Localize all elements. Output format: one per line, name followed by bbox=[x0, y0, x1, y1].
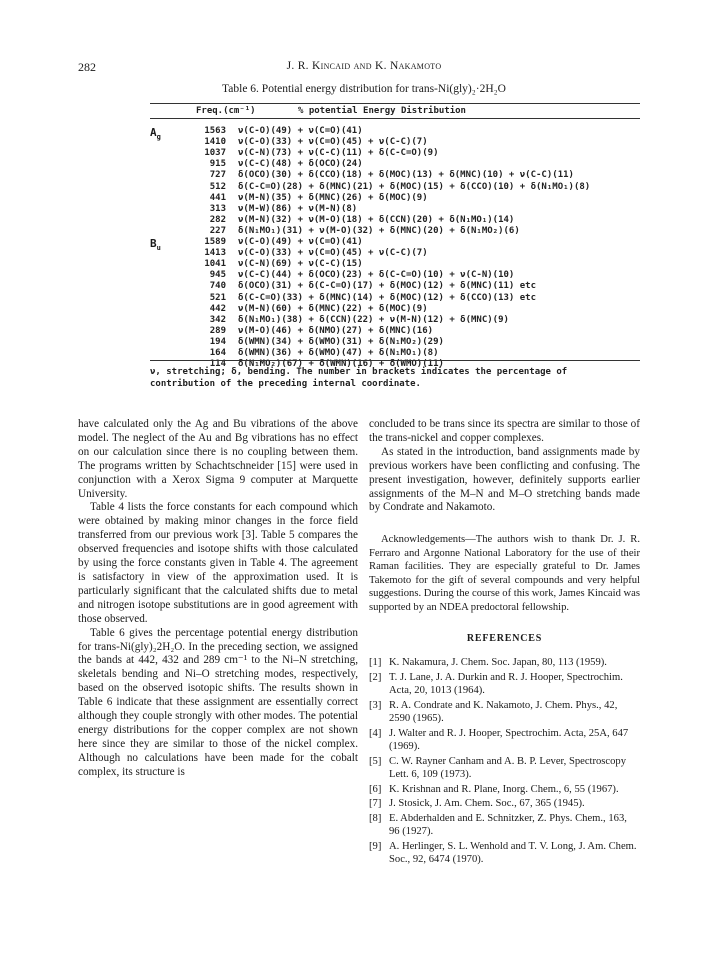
table-caption: Table 6. Potential energy distribution for trans-Ni(gly)₂·2H₂O bbox=[222, 83, 506, 95]
table-freq-cell: 1563 bbox=[204, 126, 226, 136]
table-distribution-cell: ν(M-O)(46) + δ(NMO)(27) + δ(MNC)(16) bbox=[238, 325, 434, 336]
reference-item bbox=[369, 840, 640, 867]
reference-item bbox=[369, 656, 640, 670]
table-freq-cell: 1410 bbox=[204, 137, 226, 148]
page-number: 282 bbox=[78, 60, 96, 74]
table-header-freq: Freq.(cm⁻¹) bbox=[196, 106, 256, 116]
table-distribution-cell: δ(OCO)(30) + δ(CCO)(18) + δ(MOC)(13) + δ(MNC)(10) + ν(C-C)(11) bbox=[238, 170, 574, 181]
reference-text: E. Abderhalden and E. Schnitzker, Z. Phys. Chem., 163, 96 (1927). bbox=[389, 812, 627, 838]
reference-text: J. Stosick, J. Am. Chem. Soc., 67, 365 (1945). bbox=[389, 798, 585, 810]
reference-text: K. Krishnan and R. Plane, Inorg. Chem., 6, 55 (1967). bbox=[389, 783, 619, 795]
table-freq-cell: 945 bbox=[209, 270, 226, 281]
table-freq-cell: 282 bbox=[209, 214, 226, 225]
table-freq-cell: 512 bbox=[209, 181, 226, 192]
reference-number: [6] bbox=[369, 783, 382, 795]
left-paragraph-3: Table 6 gives the percentage potential energy distribution for trans-Ni(gly)₂2H₂O. In the preceding section, we assigned the bands at 442, 432 and 289 cm⁻¹ to the Ni–N stretching, skeletals bending and Ni–O stretching modes, respectively, based on the observed isotopic shifts. The results shown in Table 6 indicate that these assignment are essentially correct although they couple strongly with other modes. The potential energy distributions for the copper complex are not shown here since they are similar to those of the nickel complex. Although no calculations have been made for the cobalt complex, its structure is bbox=[78, 626, 358, 778]
reference-item bbox=[369, 797, 640, 811]
table-distribution-cell: ν(M-W)(86) + ν(M-N)(8) bbox=[238, 203, 358, 214]
left-column bbox=[78, 418, 358, 780]
table-freq-cell: 521 bbox=[209, 292, 226, 303]
reference-text: C. W. Rayner Canham and A. B. P. Lever, Spectroscopy Lett. 6, 109 (1973). bbox=[389, 755, 627, 781]
reference-item bbox=[369, 812, 640, 839]
table-distribution-cell: δ(N₁MO₂)(67) + δ(WMN)(16) + δ(WMO)(11) bbox=[238, 359, 444, 370]
table-distribution-cell: ν(C-O)(33) + ν(C=O)(45) + ν(C-C)(7) bbox=[238, 137, 428, 148]
right-paragraph-2: As stated in the introduction, band assignments made by previous workers have been conflicting and confusing. The present investigation, however, definitely supports earlier assignments of the M–N and M–O stretching bands made by Condrate and Nakamoto. bbox=[369, 445, 640, 514]
reference-text: R. A. Condrate and K. Nakamoto, J. Chem. Phys., 42, 2590 (1965). bbox=[389, 699, 618, 725]
table-freq-cell: 727 bbox=[209, 170, 226, 181]
reference-number: [2] bbox=[369, 671, 382, 683]
reference-text: K. Nakamura, J. Chem. Soc. Japan, 80, 113 (1959). bbox=[389, 657, 607, 669]
table-distribution-cell: δ(WMN)(34) + δ(WMO)(31) + δ(N₁MO₂)(29) bbox=[238, 336, 444, 347]
table-freq-cell: 114 bbox=[209, 359, 226, 370]
table-distribution-cell: ν(C-O)(33) + ν(C=O)(45) + ν(C-C)(7) bbox=[238, 248, 428, 259]
reference-item bbox=[369, 755, 640, 782]
table-distribution-cell: ν(C-N)(69) + ν(C-C)(15) bbox=[238, 259, 363, 270]
reference-item bbox=[369, 699, 640, 726]
table-freq-cell: 1589 bbox=[204, 237, 226, 247]
table-distribution-cell: δ(N₁MO₁)(38) + δ(CCN)(22) + ν(M-N)(12) + δ(MNC)(9) bbox=[238, 314, 509, 325]
running-head: J. R. Kincaid and K. Nakamoto bbox=[286, 60, 442, 72]
reference-text: A. Herlinger, S. L. Wenhold and T. V. Long, J. Am. Chem. Soc., 92, 6474 (1970). bbox=[389, 840, 637, 866]
left-paragraph-2: Table 4 lists the force constants for each compound which were obtained by making minor changes in the force field transferred from our previous work [3]. Table 5 compares the observed frequencies and isotope shifts with those calculated by using the force constants given in Table 4. The agreement is satisfactory in view of the approximation used. It is particularly significant that the calculated shifts due to metal and nitrogen isotope substitutions are in good agreement with those observed. bbox=[78, 501, 358, 625]
table-distribution-cell: δ(C-C=O)(28) + δ(MNC)(21) + δ(MOC)(15) + δ(CCO)(10) + δ(N₁MO₁)(8) bbox=[238, 181, 591, 192]
table-distribution-cell: δ(WMN)(36) + δ(WMO)(47) + δ(N₁MO₁)(8) bbox=[238, 348, 439, 358]
reference-item bbox=[369, 727, 640, 754]
table-distribution-cell: ν(C-C)(44) + δ(OCO)(23) + δ(C-C=O)(10) + ν(C-N)(10) bbox=[238, 270, 515, 281]
table-top-rule bbox=[150, 103, 640, 104]
reference-number: [7] bbox=[369, 798, 382, 810]
table-freq-cell: 227 bbox=[209, 225, 226, 236]
acknowledgements: Acknowledgements—The authors wish to thank Dr. J. R. Ferraro and Argonne National Laboratory for the use of their Raman facilities. They are especially grateful to Dr. James Takemoto for the gift of several compounds and very helpful suggestions. During the course of this work, James Kincaid was supported by an NDEA predoctoral fellowship. bbox=[369, 534, 640, 613]
table-freq-cell: 740 bbox=[209, 281, 226, 292]
table-freq-cell: 1041 bbox=[204, 259, 226, 270]
reference-number: [8] bbox=[369, 812, 382, 824]
table-distribution-cell: ν(C-N)(73) + ν(C-C)(11) + δ(C-C=O)(9) bbox=[238, 148, 439, 159]
table-distribution-cell: δ(OCO)(31) + δ(C-C=O)(17) + δ(MOC)(12) + δ(MNC)(11) etc bbox=[238, 281, 537, 292]
table-bottom-rule bbox=[150, 360, 640, 361]
table-distribution-cell: ν(M-N)(60) + δ(MNC)(22) + δ(MOC)(9) bbox=[238, 303, 428, 314]
reference-item bbox=[369, 783, 640, 797]
table-freq-cell: 1037 bbox=[204, 148, 226, 159]
table-footnote bbox=[150, 366, 570, 390]
reference-text: T. J. Lane, J. A. Durkin and R. J. Hooper, Spectrochim. Acta, 20, 1013 (1964). bbox=[389, 671, 623, 697]
table-footnote-line-1: ν, stretching; δ, bending. The number in brackets indicates the percentage of bbox=[150, 367, 568, 377]
table-distribution-cell: ν(C-C)(48) + δ(OCO)(24) bbox=[238, 159, 363, 170]
table-freq-cell: 313 bbox=[209, 203, 226, 214]
table-freq-cell: 289 bbox=[209, 325, 226, 336]
references-title: REFERENCES bbox=[466, 633, 543, 645]
reference-number: [3] bbox=[369, 699, 382, 711]
symmetry-label-ag: $A_g$ bbox=[150, 126, 161, 142]
table-distribution-cell: ν(C-O)(49) + ν(C=O)(41) bbox=[238, 126, 363, 136]
table-distribution-cell: δ(N₁MO₁)(31) + ν(M-O)(32) + δ(MNC)(20) + δ(N₁MO₂)(6) bbox=[238, 225, 520, 236]
reference-number: [9] bbox=[369, 840, 382, 852]
table-distribution-cell: δ(C-C=O)(33) + δ(MNC)(14) + δ(MOC)(12) + δ(CCO)(13) etc bbox=[238, 292, 537, 303]
table-freq-cell: 441 bbox=[209, 192, 226, 203]
reference-text: J. Walter and R. J. Hooper, Spectrochim. Acta, 25A, 647 (1969). bbox=[389, 727, 629, 753]
table-freq-cell: 442 bbox=[209, 303, 226, 314]
reference-item bbox=[369, 671, 640, 698]
table-distribution-cell: ν(M-N)(35) + δ(MNC)(26) + δ(MOC)(9) bbox=[238, 192, 428, 203]
reference-number: [1] bbox=[369, 657, 382, 669]
table-freq-cell: 342 bbox=[209, 314, 226, 325]
references-list bbox=[369, 656, 640, 867]
table-freq-cell: 194 bbox=[209, 336, 226, 347]
right-column bbox=[369, 418, 640, 868]
table-freq-cell: 1413 bbox=[204, 248, 226, 259]
right-paragraph-1: concluded to be trans since its spectra are similar to those of the trans-nickel and copper complexes. bbox=[369, 418, 640, 444]
table-distribution-cell: ν(M-N)(32) + ν(M-O)(18) + δ(CCN)(20) + δ(N₁MO₁)(14) bbox=[238, 214, 515, 225]
table-freq-cell: 164 bbox=[209, 348, 226, 358]
table-distribution-cell: ν(C-O)(49) + ν(C=O)(41) bbox=[238, 237, 363, 247]
reference-number: [5] bbox=[369, 755, 382, 767]
left-paragraph-1: have calculated only the Ag and Bu vibrations of the above model. The neglect of the Au and Bg vibrations has no effect on our calculation since there is no coupling between them. The programs written by Schachtschneider [15] were used in conjunction with a Xerox Sigma 9 computer at Marquette University. bbox=[78, 418, 358, 500]
table-header-distribution: % potential Energy Distribution bbox=[298, 106, 466, 116]
table-footnote-line-2: contribution of the preceding internal coordinate. bbox=[150, 379, 421, 389]
table-freq-cell: 915 bbox=[209, 159, 226, 170]
symmetry-label-bu: $B_u$ bbox=[150, 237, 161, 253]
reference-number: [4] bbox=[369, 727, 382, 739]
table-header-rule bbox=[150, 118, 640, 119]
